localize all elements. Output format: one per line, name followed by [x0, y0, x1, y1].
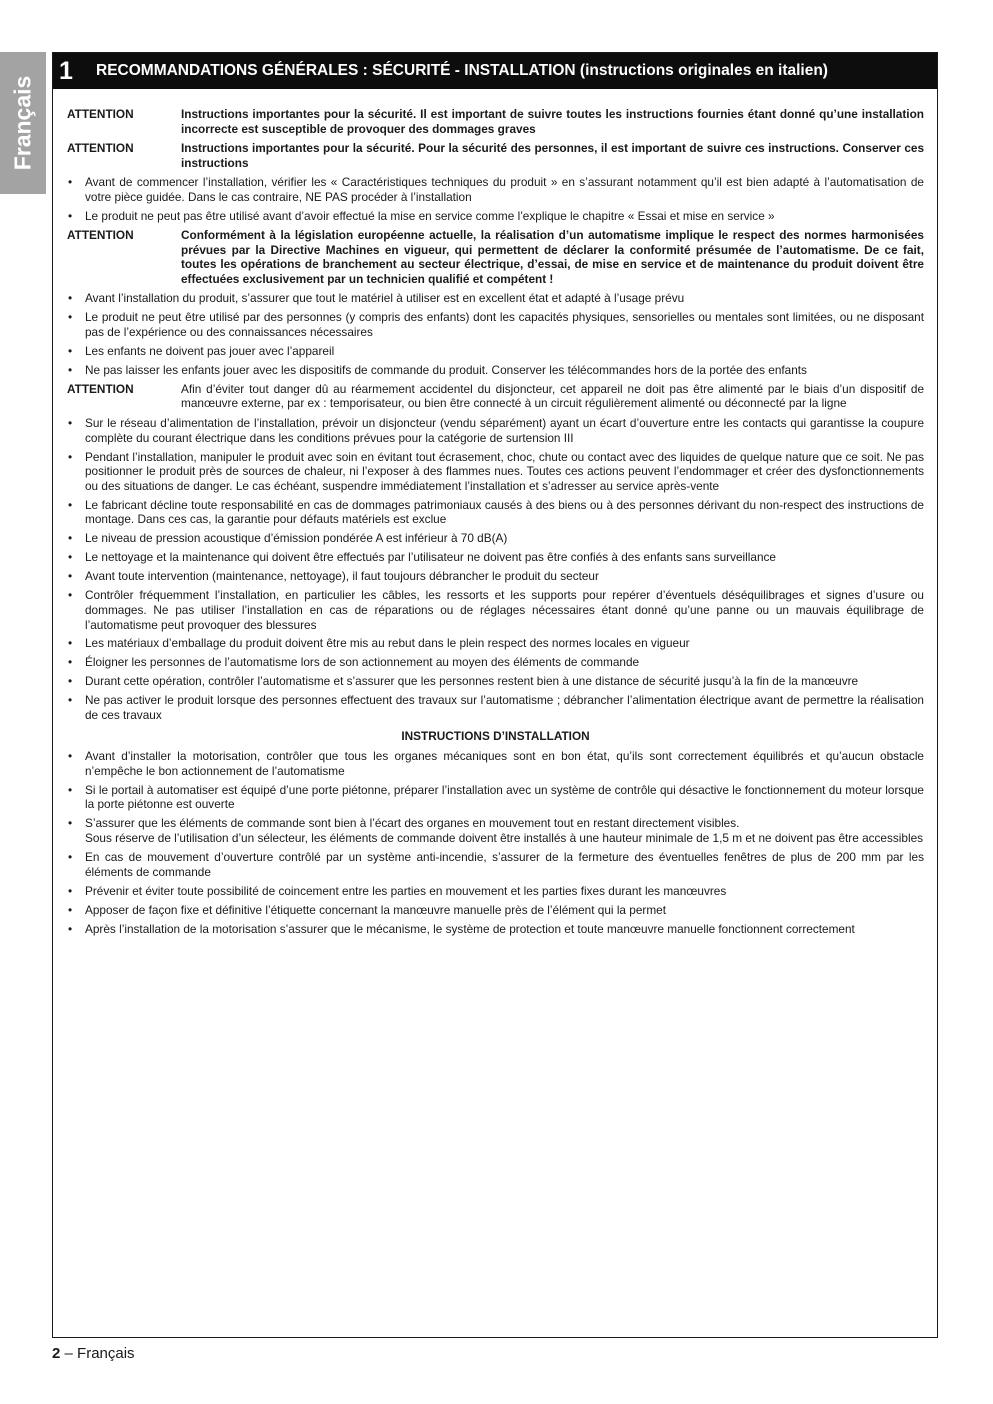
bullet-item	[67, 291, 924, 306]
bullet-text	[85, 531, 924, 546]
bullet-item	[67, 816, 924, 845]
bullet-item	[67, 693, 924, 722]
bullet-text	[85, 903, 924, 918]
bullet-text-line: Ne pas activer le produit lorsque des personnes effectuent des travaux sur l’automatisme ; débrancher l’alimentation électrique avant de permettre la réalisation de ces travaux	[85, 693, 924, 723]
bullet-icon: •	[68, 569, 73, 584]
bullet-text	[85, 693, 924, 722]
language-side-tab-label: Français	[9, 75, 36, 171]
bullet-item	[67, 416, 924, 445]
attention-block	[67, 228, 924, 286]
footer-language: Français	[77, 1345, 135, 1362]
bullet-item	[67, 531, 924, 546]
bullet-icon: •	[68, 693, 73, 708]
bullet-text	[85, 291, 924, 306]
bullet-text	[85, 588, 924, 632]
attention-text: Instructions importantes pour la sécurité. Il est important de suivre toutes les instructions fournies étant donné qu’une installation incorrecte est susceptible de provoquer des dommages graves	[181, 107, 924, 136]
attention-label: ATTENTION	[67, 141, 134, 156]
bullet-icon: •	[68, 636, 73, 651]
attention-text: Afin d’éviter tout danger dû au réarmement accidentel du disjoncteur, cet appareil ne doit pas être alimenté par le biais d’un dispositif de manœuvre externe, par ex : temporisateur, ou bien être connecté à un circuit régulièrement alimenté ou déconnecté par la ligne	[181, 381, 924, 411]
bullet-item	[67, 550, 924, 565]
bullet-text-line: Le fabricant décline toute responsabilité en cas de dommages patrimoniaux causés à des biens ou à des personnes dérivant du non-respect des instructions de montage. Dans ces cas, la garantie pour défauts matériels est exclue	[85, 497, 924, 527]
bullet-item	[67, 655, 924, 670]
bullet-item	[67, 783, 924, 812]
attention-label: ATTENTION	[67, 107, 134, 121]
bullet-icon: •	[68, 343, 73, 358]
bullet-text-line: Le produit ne peut être utilisé par des personnes (y compris des enfants) dont les capacités physiques, sensorielles ou mentales sont limitées, ou ne disposant pas de l’expérience ou des connaissances nécessaires	[85, 310, 924, 339]
footer-separator: –	[60, 1345, 78, 1362]
bullet-text	[85, 550, 924, 565]
bullet-icon: •	[68, 902, 73, 917]
bullet-item	[67, 588, 924, 632]
bullet-icon: •	[68, 883, 73, 898]
bullet-text-line: Les enfants ne doivent pas jouer avec l’appareil	[85, 343, 335, 358]
language-side-tab	[0, 52, 46, 194]
bullet-icon: •	[68, 816, 73, 831]
bullet-icon: •	[68, 416, 73, 431]
bullet-text	[85, 310, 924, 339]
bullet-text-line: S’assurer que les éléments de commande sont bien à l’écart des organes en mouvement tout en restant directement visibles.	[85, 816, 740, 831]
bullet-text	[85, 749, 924, 778]
bullet-text-line: Avant l’installation du produit, s’assurer que tout le matériel à utiliser est en excellent état et adapté à l’usage prévu	[85, 291, 685, 306]
bullet-item	[67, 344, 924, 359]
bullet-text	[85, 636, 924, 651]
bullet-text-line: Pendant l’installation, manipuler le produit avec soin en évitant tout écrasement, choc, chute ou contact avec des liquides de quelque nature que ce soit. Ne pas positionner le produit près de sources de chaleur, ni l’exposer à des flammes nues. Toutes ces actions peuvent l’endommager et créer des dysfonctionnements ou des situations de danger. Le cas échéant, suspendre immédiatement l’installation et s’adresser au service après-vente	[85, 449, 924, 493]
bullet-text	[85, 363, 924, 378]
section-header	[53, 53, 937, 89]
bullet-text	[85, 816, 924, 845]
bullet-text-line: Avant d’installer la motorisation, contrôler que tous les organes mécaniques sont en bon état, qu’ils sont correctement équilibrés et qu’aucun obstacle n’empêche le bon actionnement de l’automatisme	[85, 749, 924, 778]
bullet-text-line: Sous réserve de l’utilisation d’un sélecteur, les éléments de commande doivent être installés à une hauteur minimale de 1,5 m et ne doivent pas être accessibles	[85, 830, 924, 845]
section-title: RECOMMANDATIONS GÉNÉRALES : SÉCURITÉ - INSTALLATION (instructions originales en italien)	[96, 62, 828, 79]
attention-text: Conformément à la législation européenne actuelle, la réalisation d’un automatisme implique le respect des normes harmonisées prévues par la Directive Machines en vigueur, qui permettent de déclarer la conformité présumée de l’automatisme. De ce fait, toutes les opérations de branchement au secteur électrique, d’essai, de mise en service et de maintenance du produit doivent être effectuées exclusivement par un technicien qualifié et compétent !	[181, 227, 924, 286]
bullet-item	[67, 850, 924, 879]
bullet-text	[85, 884, 924, 899]
bullet-text	[85, 569, 924, 584]
bullet-item	[67, 749, 924, 778]
bullet-text	[85, 416, 924, 445]
bullet-icon: •	[68, 550, 73, 565]
attention-block	[67, 141, 924, 170]
bullet-icon: •	[68, 175, 73, 190]
bullet-text	[85, 344, 924, 359]
bullet-item	[67, 674, 924, 689]
section-number: 1	[59, 57, 73, 85]
bullet-item	[67, 310, 924, 339]
bullet-item	[67, 884, 924, 899]
bullet-text	[85, 674, 924, 689]
bullet-icon: •	[68, 921, 73, 936]
bullet-text-line: Contrôler fréquemment l’installation, en particulier les câbles, les ressorts et les supports pour repérer d’éventuels déséquilibrages et signes d’usure ou dommages. Ne pas utiliser l’installation en cas de réparations ou de réglages nécessaires étant donné qu’une panne ou un mauvais équilibrage de l’automatisme peut provoquer des blessures	[85, 588, 924, 632]
bullet-item	[67, 363, 924, 378]
bullet-icon: •	[68, 655, 73, 670]
bullet-text	[85, 922, 924, 937]
bullet-text-line: Les matériaux d’emballage du produit doivent être mis au rebut dans le plein respect des normes locales en vigueur	[85, 636, 690, 651]
bullet-icon: •	[68, 208, 73, 223]
bullet-item	[67, 903, 924, 918]
bullet-item	[67, 636, 924, 651]
attention-label: ATTENTION	[67, 227, 134, 242]
bullet-text-line: Ne pas laisser les enfants jouer avec les dispositifs de commande du produit. Conserver les télécommandes hors de la portée des enfants	[85, 362, 807, 377]
bullet-text-line: Après l’installation de la motorisation s’assurer que le mécanisme, le système de protection et toute manœuvre manuelle fonctionnent correctement	[85, 921, 855, 936]
bullet-text-line: Sur le réseau d’alimentation de l’installation, prévoir un disjoncteur (vendu séparément) ayant un écart d’ouverture entre les contacts qui garantisse la coupure complète du courant électrique dans les conditions prévues pour la catégorie de surtension III	[85, 416, 924, 445]
bullet-text-line: En cas de mouvement d’ouverture contrôlé par un système anti-incendie, s’assurer de la fermeture des éventuelles fenêtres de plus de 200 mm par les éléments de commande	[85, 849, 924, 879]
bullet-icon: •	[68, 749, 73, 764]
bullet-icon: •	[68, 310, 73, 325]
bullet-text-line: Prévenir et éviter toute possibilité de coincement entre les parties en mouvement et les parties fixes durant les manœuvres	[85, 883, 727, 898]
subsection-heading: INSTRUCTIONS D’INSTALLATION	[401, 728, 590, 743]
bullet-text	[85, 498, 924, 527]
bullet-item	[67, 209, 924, 224]
bullet-item	[67, 450, 924, 494]
attention-text: Instructions importantes pour la sécurité. Pour la sécurité des personnes, il est important de suivre ces instructions. Conserver ces instructions	[181, 141, 924, 170]
attention-label: ATTENTION	[67, 381, 134, 396]
bullet-text	[85, 175, 924, 204]
bullet-item	[67, 569, 924, 584]
bullet-icon: •	[68, 531, 73, 546]
bullet-text-line: Apposer de façon fixe et définitive l’étiquette concernant la manœuvre manuelle près de l’élément qui la permet	[85, 902, 666, 917]
bullet-text	[85, 450, 924, 494]
bullet-text-line: Éloigner les personnes de l’automatisme lors de son actionnement au moyen des éléments de commande	[85, 655, 640, 670]
bullet-icon: •	[68, 849, 73, 864]
bullet-text-line: Avant toute intervention (maintenance, nettoyage), il faut toujours débrancher le produit du secteur	[85, 569, 599, 584]
attention-block	[67, 382, 924, 411]
bullet-text	[85, 209, 924, 224]
attention-block	[67, 107, 924, 136]
bullet-icon: •	[68, 588, 73, 603]
bullet-item	[67, 922, 924, 937]
bullet-text-line: Le niveau de pression acoustique d’émission pondérée A est inférieur à 70 dB(A)	[85, 531, 508, 546]
bullet-text	[85, 850, 924, 879]
page-footer	[52, 1345, 135, 1363]
bullet-item	[67, 498, 924, 527]
bullet-text-line: Si le portail à automatiser est équipé d’une porte piétonne, préparer l’installation avec un système de contrôle qui désactive le fonctionnement du moteur lorsque la porte piétonne est ouverte	[85, 782, 924, 812]
bullet-text	[85, 655, 924, 670]
page-number: 2	[52, 1345, 61, 1362]
bullet-icon: •	[68, 449, 73, 464]
bullet-text-line: Le produit ne peut pas être utilisé avant d’avoir effectué la mise en service comme l’explique le chapitre « Essai et mise en service »	[85, 208, 775, 223]
bullet-text-line: Le nettoyage et la maintenance qui doivent être effectués par l’utilisateur ne doivent pas être confiés à des enfants sans surveillance	[85, 550, 776, 565]
bullet-item	[67, 175, 924, 204]
bullet-icon: •	[68, 782, 73, 797]
bullet-text	[85, 783, 924, 812]
bullet-icon: •	[68, 674, 73, 689]
section-content	[67, 107, 924, 940]
page-frame	[52, 52, 938, 1338]
bullet-icon: •	[68, 362, 73, 377]
bullet-icon: •	[68, 497, 73, 512]
bullet-icon: •	[68, 291, 73, 306]
bullet-text-line: Durant cette opération, contrôler l’automatisme et s’assurer que les personnes restent bien à une distance de sécurité jusqu’à la fin de la manœuvre	[85, 674, 859, 689]
bullet-text-line: Avant de commencer l’installation, vérifier les « Caractéristiques techniques du produit » en s’assurant notamment qu’il est bien adapté à l’automatisation de votre pièce guidée. Dans le cas contraire, NE PAS procéder à l’installation	[85, 175, 924, 204]
